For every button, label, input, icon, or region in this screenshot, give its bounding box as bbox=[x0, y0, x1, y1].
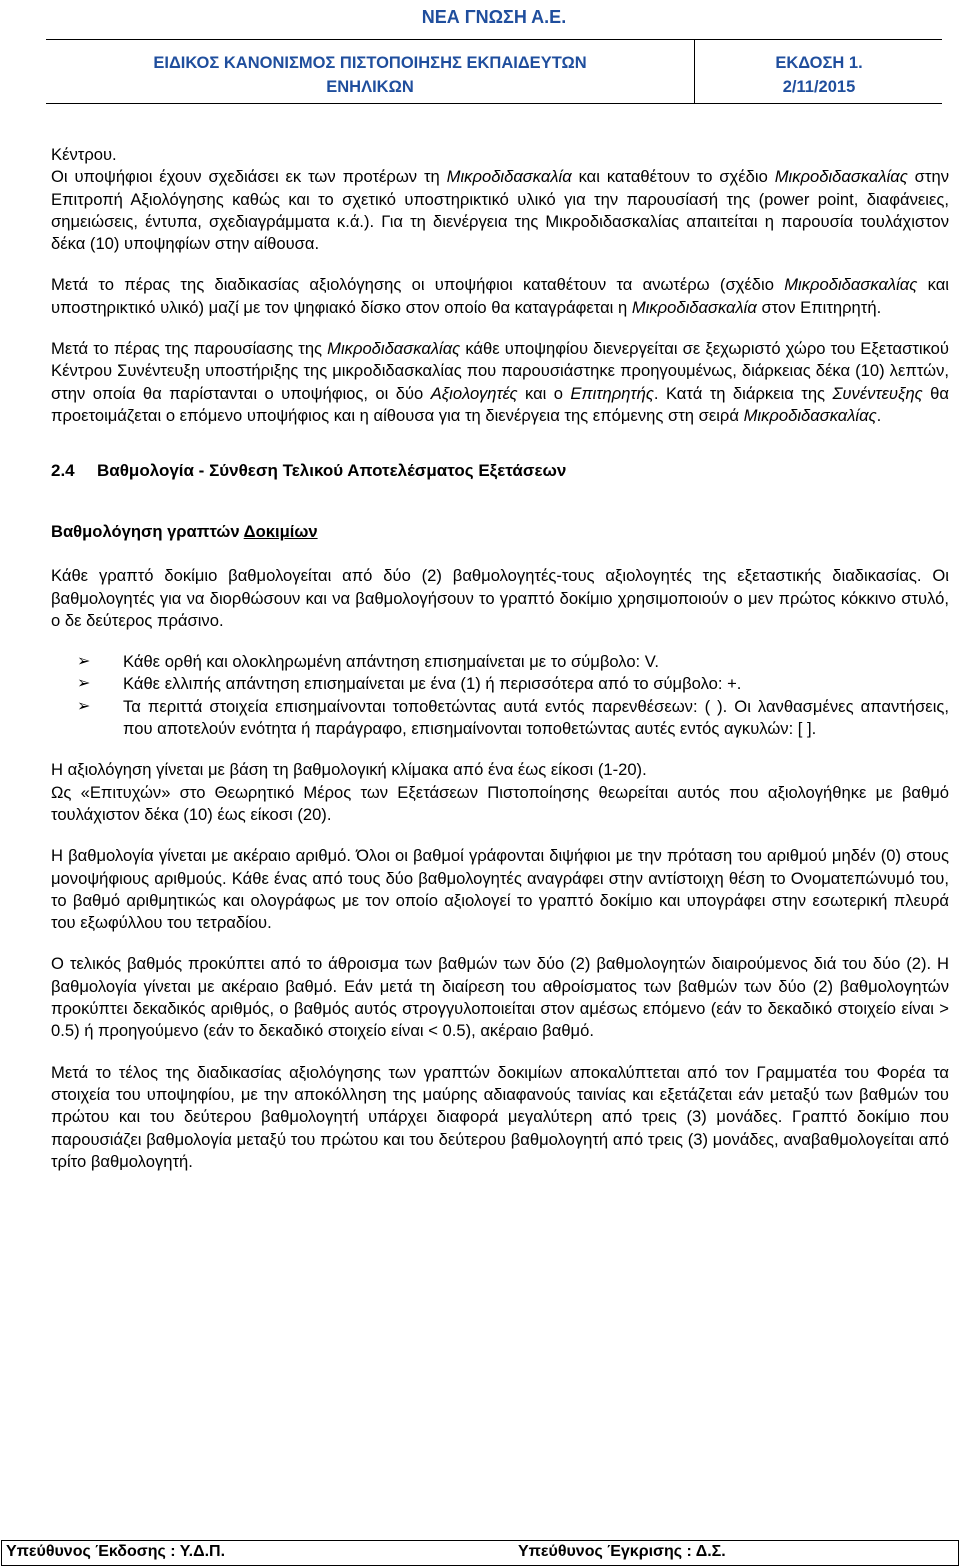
header-divider bbox=[46, 39, 942, 40]
text-fragment: Οι υποψήφιοι έχουν σχεδιάσει εκ των προτέρων τη bbox=[51, 167, 447, 187]
list-item-text: Τα περιττά στοιχεία επισημαίνονται τοποθετώντας αυτά εντός παρενθέσεων: ( ). Οι λανθασμένες απαντήσεις, που αποτελούν ενότητα ή παράγραφο, επισημαίνονται τοποθετώντας αυτές εντός αγκυλών: [ ]. bbox=[123, 696, 949, 739]
arrow-bullet-icon: ➢ bbox=[77, 675, 91, 693]
paragraph-integer-grades: Η βαθμολογία γίνεται με ακέραιο αριθμό. Όλοι οι βαθμοί γράφονται διψήφιοι με την πρόταση του αριθμού μηδέν (0) στους μονοψήφιους αριθμούς. Κάθε ένας από τους δύο βαθμολογητές αναγράφει στην αντίστοιχη θέση το Ονοματεπώνυμό του, το βαθμό αριθμητικώς και ολογράφως με τον οποίο αξιολογεί το γραπτό δοκίμιο και υπογράφει στην εσωτερική πλευρά του εξωφύλλου του τετραδίου. bbox=[51, 846, 949, 933]
paragraph-interview bbox=[51, 338, 949, 427]
list-item bbox=[51, 673, 949, 695]
footer-issuer: Υπεύθυνος Έκδοσης : Υ.Δ.Π. bbox=[6, 1543, 226, 1560]
text-fragment: κάθε υποψηφίου διενεργείται σε ξεχωριστό χώρο του Εξεταστικού Κέντρου Συνέντευξη υποστήριξης της μικροδιδασκαλίας που παρουσιάστηκε προηγουμένως, διάρκειας δέκα (10) λεπτών, στην οποία θα παρίστανται ο υποψήφιος, οι δύο bbox=[51, 339, 949, 403]
paragraph-success: Ως «Επιτυχών» στο Θεωρητικό Μέρος των Εξετάσεων Πιστοποίησης θεωρείται αυτός που αξιολογήθηκε με βαθμό τουλάχιστον δέκα (10) έως είκοσι (20). bbox=[51, 782, 949, 824]
emphasis: Μικροδιδασκαλία bbox=[631, 297, 757, 317]
section-number: 2.4 bbox=[51, 461, 75, 481]
text-fragment: θα προετοιμάζεται ο επόμενο υποψήφιος και η αίθουσα για τη διενέργεια της επόμενης στη σειρά bbox=[51, 383, 949, 425]
page-footer bbox=[1, 1540, 959, 1566]
edition-label: ΕΚΔΟΣΗ 1. bbox=[775, 54, 863, 72]
arrow-bullet-icon: ➢ bbox=[77, 697, 91, 715]
emphasis: Μικροδιδασκαλίας bbox=[784, 275, 918, 295]
company-name: ΝΕΑ ΓΝΩΣΗ Α.Ε. bbox=[421, 7, 567, 27]
text-fragment: και καταθέτουν το σχέδιο bbox=[571, 167, 775, 187]
subsection-title-b: Δοκιμίων bbox=[243, 522, 318, 542]
emphasis: Μικροδιδασκαλία bbox=[446, 167, 572, 187]
document-title bbox=[46, 51, 694, 99]
paragraph-rescoring: Μετά το τέλος της διαδικασίας αξιολόγησης των γραπτών δοκιμίων αποκαλύπτεται από τον Γραμματέα του Φορέα τα στοιχεία του υποψηφίου, με την αποκόλληση της μαύρης αδιαφανούς ταινίας και εξετάζεται εάν μεταξύ των βαθμών του πρώτου και του δεύτερου βαθμολογητή υπάρχει διαφορά μεγαλύτερη από τρεις (3) μονάδες. Γραπτό δοκίμιο που παρουσιάζει βαθμολογία μεταξύ του πρώτου και του δεύτερου βαθμολογητή από τρεις (3) μονάδες, αναβαθμολογείται από τρίτο βαθμολογητή. bbox=[51, 1062, 949, 1171]
document-body bbox=[51, 144, 949, 1192]
subsection-title-a: Βαθμολόγηση γραπτών bbox=[51, 522, 244, 542]
paragraph-final-grade: Ο τελικός βαθμός προκύπτει από το άθροισμα των βαθμών των δύο (2) βαθμολογητών διαιρούμενος διά του δύο (2). Η βαθμολογία γίνεται με ακέραιο βαθμό. Εάν μετά τη διαίρεση του αθροίσματος των βαθμών των δύο (2) βαθμολογητών προκύπτει δεκαδικός αριθμός, ο βαθμός αυτός στρογγυλοποιείται στον αμέσως επόμενο (εάν το δεκαδικό στοιχείο είναι > 0.5) ή προηγούμενο (εάν το δεκαδικό στοιχείο είναι < 0.5), ακέραιο βαθμό. bbox=[51, 954, 949, 1041]
footer-approver: Υπεύθυνος Έγκρισης : Δ.Σ. bbox=[518, 1543, 726, 1560]
text-fragment: στην Επιτροπή Αξιολόγησης καθώς και το σχετικό υποστηρικτικό υλικό για την παρουσίασή της (power point, διαφάνειες, σημειώσεις, έντυπα, σχεδιαγράμματα κ.ά.). Για τη διενέργεια της Μικροδιδασκαλίας απαιτείται η παρουσία τουλάχιστον δέκα (10) υποψηφίων στην αίθουσα. bbox=[51, 167, 950, 254]
document-title-line-1: ΕΙΔΙΚΟΣ ΚΑΝΟΝΙΣΜΟΣ ΠΙΣΤΟΠΟΙΗΣΗΣ ΕΚΠΑΙΔΕΥΤΩΝ bbox=[153, 54, 587, 72]
emphasis: Μικροδιδασκαλίας bbox=[743, 405, 877, 425]
page-header bbox=[46, 3, 942, 106]
arrow-bullet-icon: ➢ bbox=[77, 653, 91, 671]
text-fragment: στον Επιτηρητή. bbox=[756, 297, 882, 317]
text-fragment: Μετά το πέρας της παρουσίασης της bbox=[51, 339, 328, 359]
marking-rules-list bbox=[51, 651, 949, 740]
emphasis: Μικροδιδασκαλίας bbox=[774, 167, 908, 187]
list-item bbox=[51, 696, 949, 741]
paragraph-submission bbox=[51, 274, 949, 319]
subsection-heading bbox=[51, 521, 949, 543]
emphasis: Συνέντευξης bbox=[832, 383, 923, 403]
header-vertical-divider bbox=[694, 40, 695, 103]
text-fragment: Μετά το πέρας της διαδικασίας αξιολόγησης οι υποψήφιοι καταθέτουν τα ανωτέρω (σχέδιο bbox=[51, 275, 785, 295]
list-item-text: Κάθε ορθή και ολοκληρωμένη απάντηση επισημαίνεται με το σύμβολο: V. bbox=[123, 652, 659, 672]
text-fragment: . bbox=[876, 405, 882, 425]
text-fragment: και υποστηρικτικό υλικό) μαζί με τον ψηφιακό δίσκο στον οποίο θα καταγράφεται η bbox=[51, 275, 949, 317]
paragraph-grading: Κάθε γραπτό δοκίμιο βαθμολογείται από δύο (2) βαθμολογητές-τους αξιολογητές της εξεταστικής διαδικασίας. Οι βαθμολογητές για να διορθώσουν και να βαθμολογήσουν το γραπτό δοκίμιο χρησιμοποιούν ο μεν πρώτος κόκκινο στυλό, ο δε δεύτερος πράσινο. bbox=[51, 566, 949, 630]
paragraph-presentation bbox=[51, 144, 949, 255]
header-bottom-divider bbox=[46, 103, 942, 104]
paragraph-scale: Η αξιολόγηση γίνεται με βάση τη βαθμολογική κλίμακα από ένα έως είκοσι (1-20). bbox=[51, 760, 647, 780]
text-fragment: και ο bbox=[517, 383, 571, 403]
emphasis: Επιτηρητής bbox=[570, 383, 654, 403]
edition-info bbox=[696, 51, 942, 99]
text-fragment: . Κατά τη διάρκεια της bbox=[653, 383, 833, 403]
text-fragment: Κέντρου. bbox=[51, 145, 117, 164]
section-heading bbox=[51, 460, 949, 482]
list-item bbox=[51, 651, 949, 673]
emphasis: Μικροδιδασκαλίας bbox=[327, 339, 461, 359]
document-title-line-2: ΕΝΗΛΙΚΩΝ bbox=[326, 78, 414, 96]
edition-date: 2/11/2015 bbox=[782, 78, 856, 96]
list-item-text: Κάθε ελλιπής απάντηση επισημαίνεται με ένα (1) ή περισσότερα από το σύμβολο: +. bbox=[123, 674, 742, 694]
emphasis: Αξιολογητές bbox=[430, 383, 518, 403]
section-title: Βαθμολογία - Σύνθεση Τελικού Αποτελέσματος Εξετάσεων bbox=[97, 461, 567, 481]
